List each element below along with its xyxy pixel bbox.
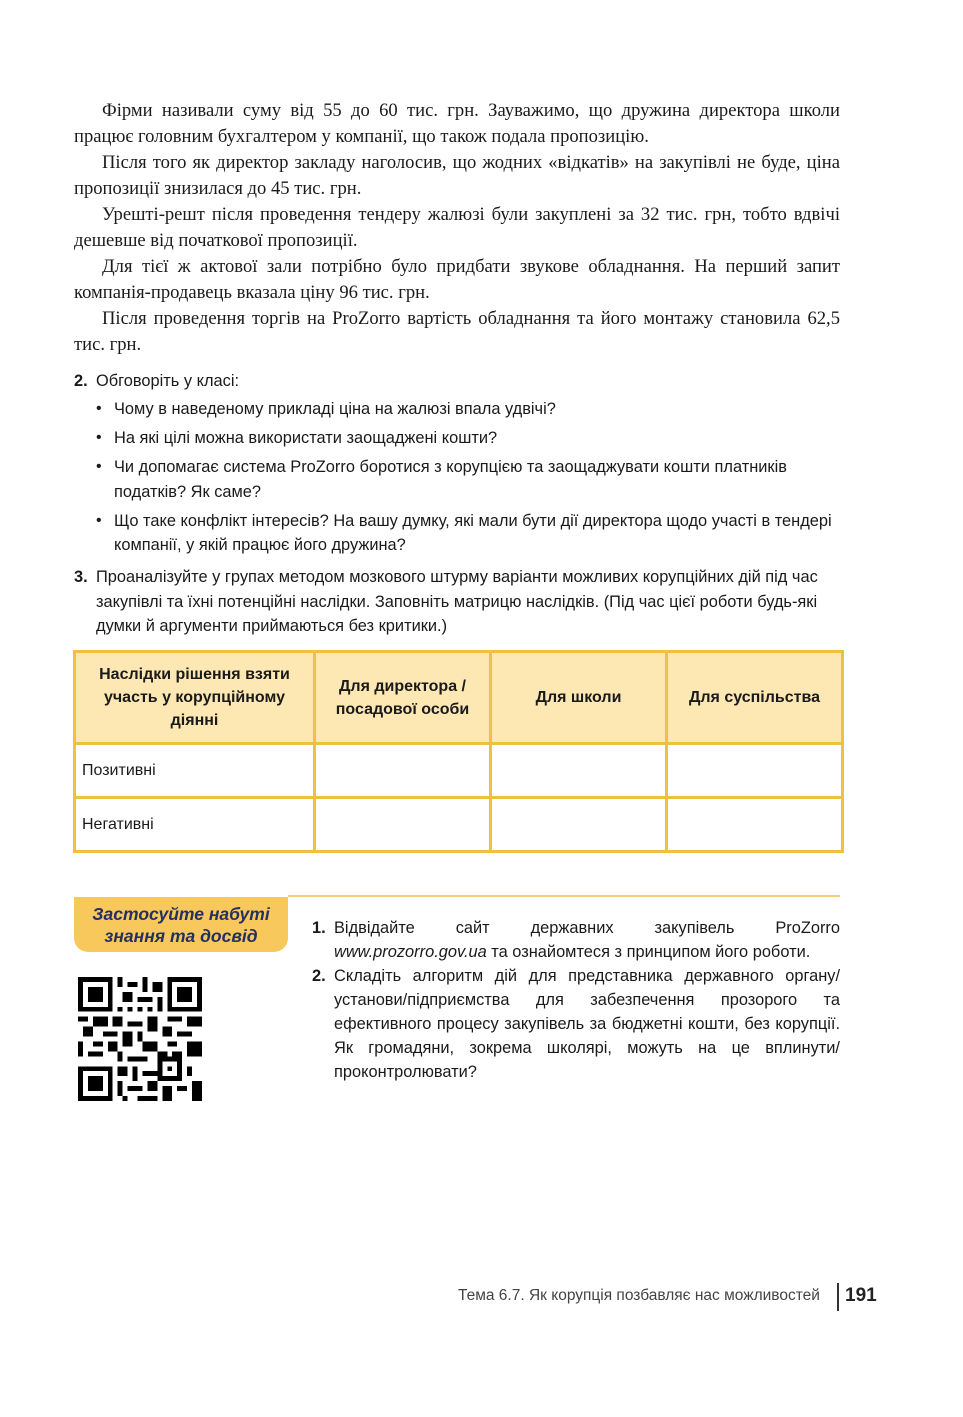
discussion-list — [96, 397, 842, 562]
question-number: 2. — [74, 372, 88, 390]
consequences-matrix — [73, 650, 844, 853]
item-text: Відвідайте сайт державних закупівель ProZorro — [334, 919, 840, 937]
table-header-row — [75, 652, 843, 744]
section-divider — [288, 895, 840, 897]
paragraph: Урешті-решт після проведення тендеру жалюзі були закуплені за 32 тис. грн, тобто вдвічі дешевше від початкової пропозиції. — [74, 204, 840, 251]
table-cell[interactable] — [491, 744, 667, 798]
table-cell[interactable] — [315, 744, 491, 798]
row-label: Позитивні — [75, 744, 315, 798]
table-cell[interactable] — [315, 798, 491, 852]
item-number: 1. — [312, 919, 326, 937]
table-header: Для директора / посадової особи — [315, 652, 491, 744]
footer-divider — [837, 1283, 839, 1311]
qr-code-icon[interactable] — [78, 977, 202, 1101]
list-item: • На які цілі можна використати заощаджені кошти? — [96, 426, 842, 451]
table-row — [75, 798, 843, 852]
list-item — [312, 964, 840, 1084]
chapter-title: Тема 6.7. Як корупція позбавляє нас можливостей — [458, 1287, 820, 1304]
question-number: 3. — [74, 568, 88, 586]
row-label: Негативні — [75, 798, 315, 852]
question-text: Обговоріть у класі: — [96, 372, 240, 390]
story-text — [74, 98, 840, 358]
table-header: Для школи — [491, 652, 667, 744]
item-text: Складіть алгоритм дій для представника державного органу/установи/підприємства для забезпечення прозорого та ефективного процесу закупівель за бюджетні кошти, без корупції. Як громадяни, зокрема школярі, можуть на це вплинути/проконтролювати? — [334, 967, 840, 1081]
list-item: • Чому в наведеному прикладі ціна на жалюзі впала удвічі? — [96, 397, 842, 422]
paragraph: Фірми називали суму від 55 до 60 тис. грн. Зауважимо, що дружина директора школи працює головним бухгалтером у компанії, що також подала пропозицію. — [74, 100, 840, 147]
table-header: Наслідки рішення взяти участь у корупційному діянні — [75, 652, 315, 744]
question-2 — [74, 369, 844, 394]
paragraph: Після того як директор закладу наголосив, що жодних «відкатів» на закупівлі не буде, ціна пропозиції знизилася до 45 тис. грн. — [74, 152, 840, 199]
table-header: Для суспільства — [667, 652, 843, 744]
paragraph: Після проведення торгів на ProZorro вартість обладнання та його монтажу становила 62,5 тис. грн. — [74, 308, 840, 355]
question-text: Проаналізуйте у групах методом мозкового штурму варіанти можливих корупційних дій під час закупівлі та їхні потенційні наслідки. Заповніть матрицю наслідків. (Під час цієї роботи будь-які думки й аргументи приймаються без критики.) — [96, 568, 818, 635]
list-item: • Що таке конфлікт інтересів? На вашу думку, які мали бути дії директора щодо участі в тендері компанії, у якій працює його дружина? — [96, 509, 842, 558]
question-3 — [74, 565, 844, 639]
table-row — [75, 744, 843, 798]
item-text: та ознайомтеся з принципом його роботи. — [486, 943, 811, 961]
list-item — [312, 916, 840, 964]
list-item: • Чи допомагає система ProZorro боротися з корупцією та заощаджувати кошти платників податків? Як саме? — [96, 455, 842, 504]
apply-task-list — [312, 916, 840, 1084]
page-number: 191 — [845, 1285, 877, 1306]
prozorro-link[interactable]: www.prozorro.gov.ua — [334, 943, 487, 961]
table-cell[interactable] — [667, 798, 843, 852]
table-cell[interactable] — [667, 744, 843, 798]
paragraph: Для тієї ж актової зали потрібно було придбати звукове обладнання. На перший запит компанія-продавець вказала ціну 96 тис. грн. — [74, 256, 840, 303]
item-number: 2. — [312, 967, 326, 985]
table-cell[interactable] — [491, 798, 667, 852]
apply-knowledge-badge: Застосуйте набуті знання та досвід — [74, 897, 288, 952]
